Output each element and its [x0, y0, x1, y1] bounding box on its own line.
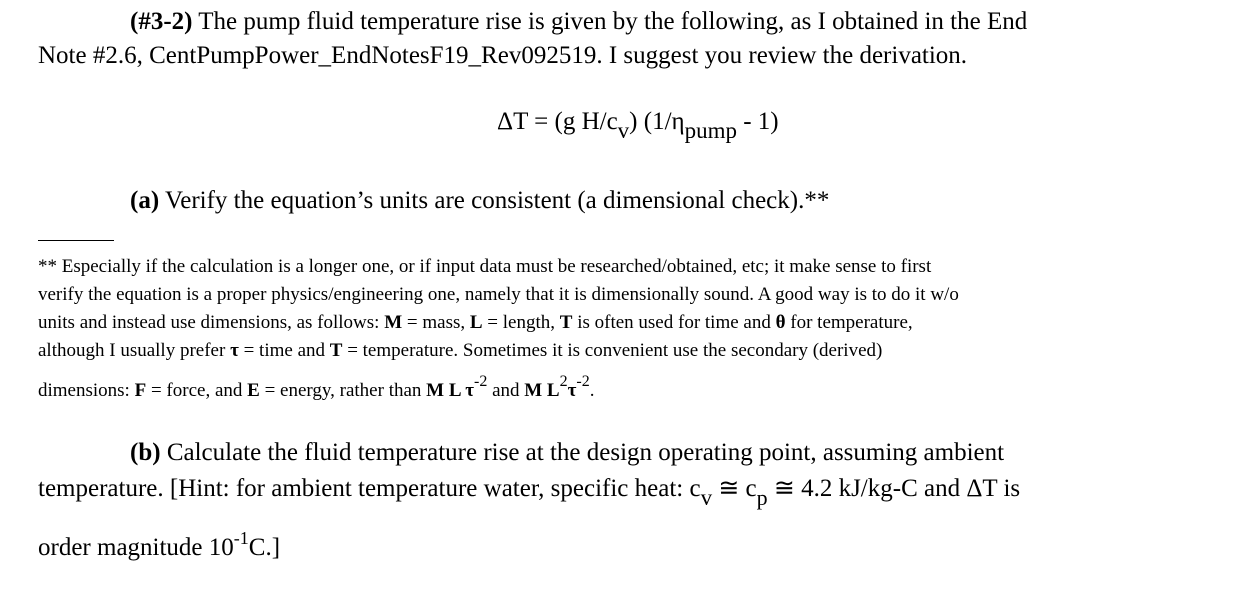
- dimension-time-tau: τ: [230, 340, 239, 361]
- footnote-text: .: [589, 380, 595, 401]
- equation-tail: - 1): [736, 108, 779, 135]
- footnote-line-1: ** Especially if the calculation is a longer one, or if input data must be researched/obtained, etc; it make sense to first: [38, 256, 932, 277]
- footnote-text: = time and: [238, 340, 330, 361]
- problem-number: (#3-2): [130, 8, 193, 35]
- footnote-text: = length,: [482, 312, 560, 333]
- part-b-text: Calculate the fluid temperature rise at the design operating point, assuming ambient: [160, 439, 1005, 466]
- footnote-text: units and instead use dimensions, as follows:: [38, 312, 385, 333]
- cv-subscript: v: [700, 485, 713, 510]
- part-b-question-line-2: [38, 473, 1021, 510]
- part-b-question-line-3: [38, 528, 281, 562]
- part-b-text: ≅ c: [712, 475, 757, 502]
- part-a-question: [130, 187, 829, 215]
- dimension-force: F: [134, 380, 147, 401]
- problem-intro-text-1: The pump fluid temperature rise is given by the following, as I obtained in the End: [192, 8, 1028, 35]
- dimension-mass: M: [384, 312, 403, 333]
- dimension-length: L: [469, 312, 483, 333]
- footnote-text: for temperature,: [785, 312, 913, 333]
- part-a-label: (a): [130, 187, 160, 214]
- footnote-separator: [38, 240, 114, 241]
- part-b-text: temperature. [Hint: for ambient temperature water, specific heat: c: [38, 475, 701, 502]
- dimension-temperature-theta: θ: [775, 312, 786, 333]
- footnote-text: = force, and: [146, 380, 248, 401]
- equation-middle: ) (1/η: [629, 108, 685, 135]
- footnote-text: = temperature. Sometimes it is convenient use the secondary (derived): [342, 340, 883, 361]
- problem-intro-line-2: Note #2.6, CentPumpPower_EndNotesF19_Rev092519. I suggest you review the derivation.: [38, 42, 968, 69]
- footnote-line-5: [38, 373, 595, 402]
- footnote-line-3: [38, 312, 913, 334]
- exponent: -2: [473, 373, 488, 390]
- energy-dimensions: M L: [524, 380, 560, 401]
- dimension-time: T: [559, 312, 573, 333]
- part-b-text: order magnitude 10: [38, 534, 234, 561]
- part-b-question-line-1: [130, 439, 1004, 467]
- footnote-text: and: [487, 380, 525, 401]
- dimension-temperature: T: [329, 340, 343, 361]
- exponent: 2: [559, 373, 568, 390]
- footnote-text: = energy, rather than: [259, 380, 427, 401]
- force-dimensions: M L τ: [426, 380, 474, 401]
- problem-intro-line-1: [130, 8, 1027, 36]
- footnote-text: = mass,: [402, 312, 470, 333]
- exponent: -2: [576, 373, 590, 390]
- equation-pump-subscript: pump: [684, 118, 737, 143]
- energy-dimensions-tau: τ: [567, 380, 577, 401]
- footnote-line-2: verify the equation is a proper physics/engineering one, namely that it is dimensionally sound. A good way is to do it w/o: [38, 284, 959, 305]
- cp-subscript: p: [756, 485, 768, 510]
- part-b-label: (b): [130, 439, 161, 466]
- part-b-text: ≅ 4.2 kJ/kg-C and ΔT is: [767, 475, 1021, 502]
- footnote-text: although I usually prefer: [38, 340, 231, 361]
- equation-cv-subscript: v: [617, 118, 630, 143]
- equation-lhs: ΔT = (g H/c: [497, 108, 618, 135]
- exponent: -1: [233, 528, 249, 548]
- footnote-line-4: [38, 340, 882, 362]
- part-a-text: Verify the equation’s units are consistent (a dimensional check).**: [159, 187, 830, 214]
- footnote-text: is often used for time and: [572, 312, 776, 333]
- footnote-text: dimensions:: [38, 380, 135, 401]
- dimension-energy: E: [247, 380, 260, 401]
- temperature-rise-equation: [497, 108, 779, 143]
- part-b-text: C.]: [248, 534, 281, 561]
